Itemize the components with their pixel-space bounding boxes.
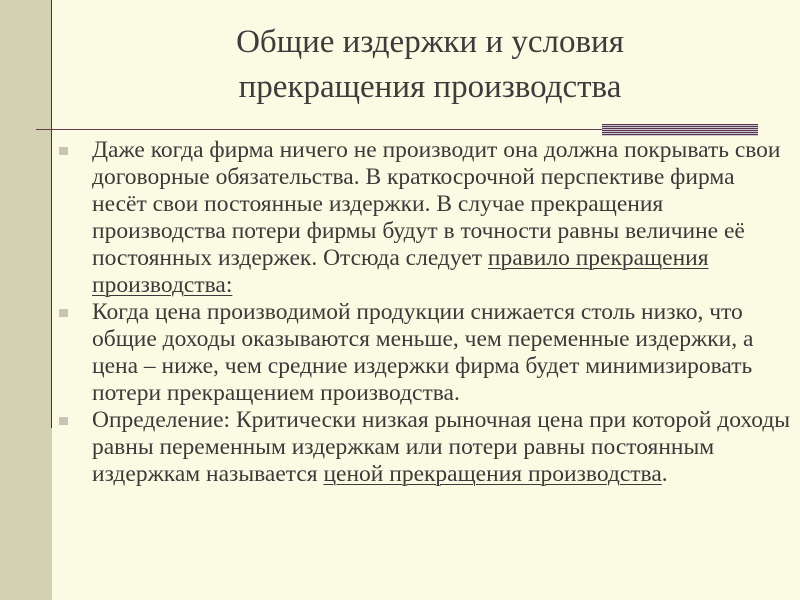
bullet-item-definition xyxy=(92,407,792,488)
bullet-square-icon xyxy=(59,417,68,425)
title-divider-line xyxy=(36,129,602,130)
slide-title-line-1: Общие издержки и условия xyxy=(236,24,624,60)
bullet-text: Даже когда фирма ничего не производит она должна покрывать свои договорные обязательства. В краткосрочной перспективе фирма несёт свои постоянные издержки. В случае прекращения производства потери фирмы будут в точности равны величине её постоянных издержек. Отсюда следует xyxy=(92,137,781,271)
sidebar-edge-line xyxy=(51,0,52,428)
left-sidebar-panel xyxy=(0,0,52,600)
slide-title-line-2: прекращения производства xyxy=(238,69,622,105)
bullet-text: Определение: Критически низкая рыночная цена при которой доходы равны переменным издержкам или потери равны постоянным издержкам называется xyxy=(92,407,791,487)
bullet-text: Когда цена производимой продукции снижается столь низко, что общие доходы оказываются меньше, чем переменные издержки, а цена – ниже, чем средние издержки фирма будет минимизировать потери прекращением производства. xyxy=(92,299,754,406)
slide-body xyxy=(92,137,792,488)
shutdown-price-term: ценой прекращения производства xyxy=(323,461,662,487)
bullet-square-icon xyxy=(59,309,68,317)
bullet-square-icon xyxy=(59,147,68,155)
shutdown-rule-term: правило прекращения производства: xyxy=(92,245,709,298)
title-divider-striped-block xyxy=(602,124,758,136)
bullet-item-price-condition xyxy=(92,299,792,407)
bullet-tail: . xyxy=(661,461,668,487)
slide-title xyxy=(120,20,740,110)
bullet-item-shutdown-rule xyxy=(92,137,792,299)
